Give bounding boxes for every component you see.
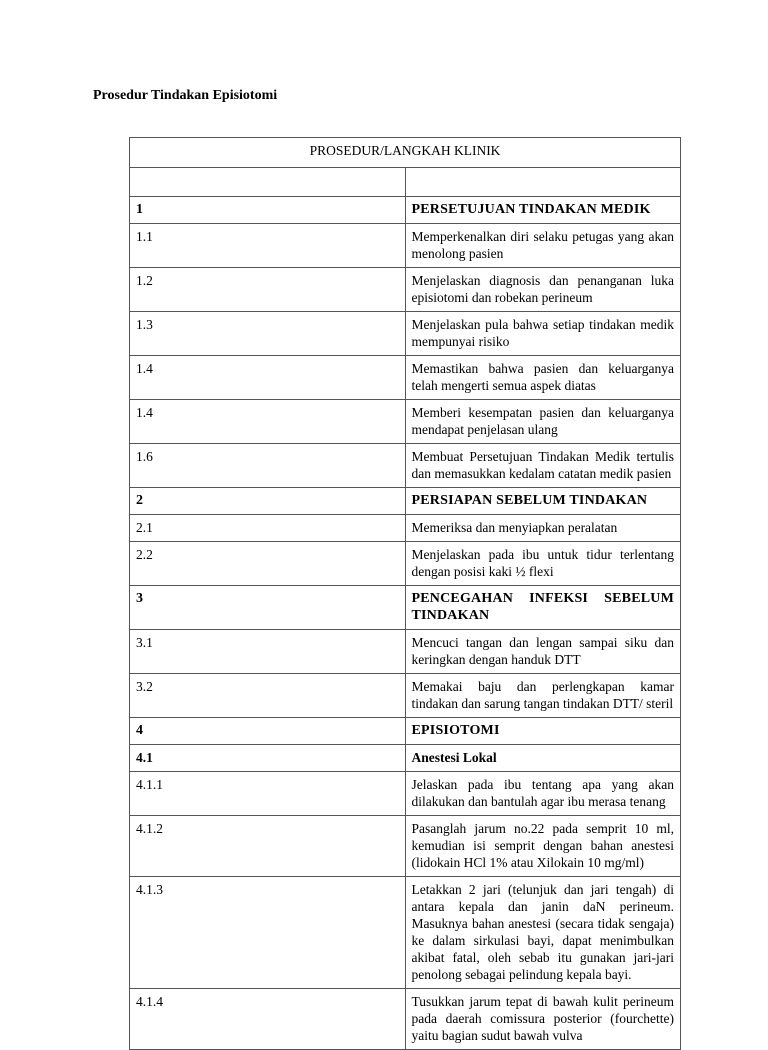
- section-row: [130, 488, 681, 515]
- table-row: [130, 989, 681, 1050]
- step-text: Memperkenalkan diri selaku petugas yang akan menolong pasien: [405, 224, 681, 268]
- step-number: 4.1.3: [130, 877, 406, 989]
- step-number: 3.1: [130, 630, 406, 674]
- table-row: [130, 816, 681, 877]
- step-number: 4.1: [130, 745, 406, 772]
- step-text: Menjelaskan pada ibu untuk tidur terlentang dengan posisi kaki ½ flexi: [405, 542, 681, 586]
- table-row: [130, 224, 681, 268]
- table-header: PROSEDUR/LANGKAH KLINIK: [130, 138, 681, 168]
- section-row: [130, 197, 681, 224]
- step-text: Memastikan bahwa pasien dan keluarganya telah mengerti semua aspek diatas: [405, 356, 681, 400]
- step-number: 3.2: [130, 674, 406, 718]
- step-text: [405, 168, 681, 197]
- blank-row: [130, 168, 681, 197]
- step-number: 4.1.4: [130, 989, 406, 1050]
- step-number: 1.2: [130, 268, 406, 312]
- step-number: 1.4: [130, 356, 406, 400]
- step-number: 1.1: [130, 224, 406, 268]
- step-number: 1.3: [130, 312, 406, 356]
- step-text: Letakkan 2 jari (telunjuk dan jari tengah) di antara kepala dan janin daN perineum. Masuknya bahan anestesi (secara tidak sengaja) ke dalam sirkulasi bayi, dapat menimbulkan akibat fatal, oleh sebab itu gunakan jari-jari penolong sebagai pelindung kepala bayi.: [405, 877, 681, 989]
- step-number: 1: [130, 197, 406, 224]
- table-row: [130, 268, 681, 312]
- step-number: 1.4: [130, 400, 406, 444]
- table-row: [130, 312, 681, 356]
- table-row: [130, 444, 681, 488]
- step-number: 2.1: [130, 515, 406, 542]
- step-number: [130, 168, 406, 197]
- subsection-row: [130, 745, 681, 772]
- step-text: Tusukkan jarum tepat di bawah kulit perineum pada daerah comissura posterior (fourchette) yaitu bagian sudut bawah vulva: [405, 989, 681, 1050]
- step-text: Memberi kesempatan pasien dan keluarganya mendapat penjelasan ulang: [405, 400, 681, 444]
- step-text: Anestesi Lokal: [405, 745, 681, 772]
- step-number: 2: [130, 488, 406, 515]
- step-number: 4: [130, 718, 406, 745]
- table-row: [130, 772, 681, 816]
- table-row: [130, 515, 681, 542]
- step-number: 4.1.2: [130, 816, 406, 877]
- procedure-table: [129, 137, 681, 1050]
- step-text: Mencuci tangan dan lengan sampai siku dan keringkan dengan handuk DTT: [405, 630, 681, 674]
- step-text: Menjelaskan pula bahwa setiap tindakan medik mempunyai risiko: [405, 312, 681, 356]
- table-header-row: [130, 138, 681, 168]
- section-row: [130, 718, 681, 745]
- step-number: 1.6: [130, 444, 406, 488]
- step-number: 2.2: [130, 542, 406, 586]
- step-text: Menjelaskan diagnosis dan penanganan luka episiotomi dan robekan perineum: [405, 268, 681, 312]
- step-text: Memeriksa dan menyiapkan peralatan: [405, 515, 681, 542]
- table-row: [130, 400, 681, 444]
- step-text: PERSETUJUAN TINDAKAN MEDIK: [405, 197, 681, 224]
- step-text: Membuat Persetujuan Tindakan Medik tertulis dan memasukkan kedalam catatan medik pasien: [405, 444, 681, 488]
- step-text: EPISIOTOMI: [405, 718, 681, 745]
- table-row: [130, 542, 681, 586]
- step-text: Pasanglah jarum no.22 pada semprit 10 ml, kemudian isi semprit dengan bahan anestesi (lidokain HCl 1% atau Xilokain 10 mg/ml): [405, 816, 681, 877]
- step-text: PERSIAPAN SEBELUM TINDAKAN: [405, 488, 681, 515]
- step-text: Memakai baju dan perlengkapan kamar tindakan dan sarung tangan tindakan DTT/ steril: [405, 674, 681, 718]
- table-row: [130, 674, 681, 718]
- table-row: [130, 630, 681, 674]
- step-number: 4.1.1: [130, 772, 406, 816]
- document-title: Prosedur Tindakan Episiotomi: [93, 88, 278, 103]
- section-row: [130, 586, 681, 630]
- step-text: Jelaskan pada ibu tentang apa yang akan dilakukan dan bantulah agar ibu merasa tenang: [405, 772, 681, 816]
- step-number: 3: [130, 586, 406, 630]
- step-text: PENCEGAHAN INFEKSI SEBELUM TINDAKAN: [405, 586, 681, 630]
- table-row: [130, 356, 681, 400]
- table-row: [130, 877, 681, 989]
